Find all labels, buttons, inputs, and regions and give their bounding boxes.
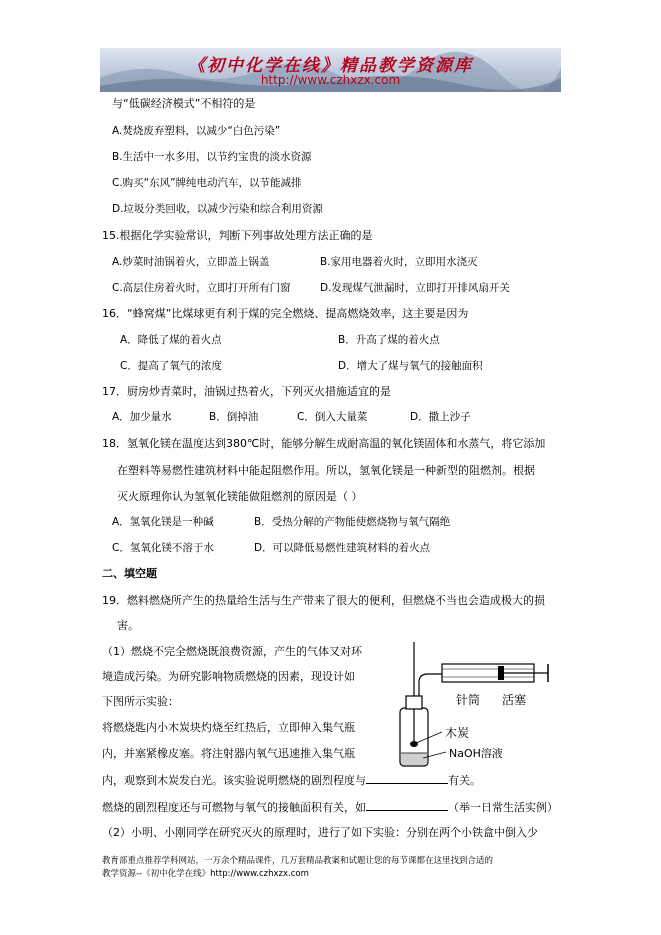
footer-line-2: 教学资源--《初中化学在线》http://www.czhxzx.com	[102, 869, 309, 879]
q19-part1-line-7-text: 燃烧的剧烈程度还与可燃物与氧气的接触面积有关，如	[102, 801, 366, 814]
q17-option-c: C．倒入大量菜	[297, 411, 368, 423]
q18-option-c: C．氢氧化镁不溶于水	[112, 542, 214, 554]
label-plunger: 活塞	[502, 693, 527, 707]
q16-option-c: C．提高了氧气的浓度	[120, 360, 222, 372]
answer-blank-2[interactable]	[366, 800, 448, 811]
footer-line-1: 教育部重点推荐学科网站，一万余个精品课件，几万套精品教案和试题让您的每节课都在这里找到合适的	[102, 856, 494, 866]
q19-line-1: 19．燃料燃烧所产生的热量给生活与生产带来了很大的便利，但燃烧不当也会造成极大的损	[102, 594, 545, 607]
q19-part1-line-6-text: 内，观察到木炭发白光。该实验说明燃烧的剧烈程度与	[102, 774, 366, 787]
q19-part1-line-7-tail: （举一日常生活实例）	[448, 801, 558, 814]
q19-part1-line-1: （1）燃烧不完全燃烧既浪费资源，产生的气体又对环	[102, 645, 362, 658]
q19-part1-line-4: 将燃烧匙内小木炭块灼烧至红热后，立即伸入集气瓶	[102, 721, 355, 734]
answer-blank-1[interactable]	[366, 773, 448, 784]
q14-option-d: D.垃圾分类回收，以减少污染和综合利用资源	[112, 203, 323, 215]
q18-option-b: B．受热分解的产物能使燃烧物与氧气隔绝	[254, 516, 451, 528]
section-heading-fill-in: 二、填空题	[102, 567, 157, 580]
q17-stem: 17．厨房炒青菜时，油锅过热着火，下列灭火措施适宜的是	[102, 385, 391, 398]
q19-line-2: 害。	[117, 619, 139, 632]
q15-option-c: C.高层住房着火时，立即打开所有门窗	[112, 282, 291, 294]
q16-option-d: D．增大了煤与氧气的接触面积	[338, 360, 483, 372]
q14-option-c: C.购买“东风”牌纯电动汽车，以节能减排	[112, 177, 302, 189]
q17-option-b: B．倒掉油	[209, 411, 259, 423]
q15-option-d: D.发现煤气泄漏时，立即打开排风扇开关	[320, 282, 510, 294]
label-syringe: 针筒	[456, 693, 481, 707]
q19-part1-line-6-tail: 有关。	[448, 774, 481, 787]
q19-part2-line-1: （2）小明、小刚同学在研究灭火的原理时，进行了如下实验：分别在两个小铁盒中倒入少	[102, 826, 538, 839]
banner-title: 《初中化学在线》精品教学资源库	[188, 56, 473, 76]
q17-option-d: D．撒上沙子	[410, 411, 471, 423]
q19-part1-line-3: 下图所示实验：	[102, 695, 179, 708]
q19-part1-line-2: 境造成污染。为研究影响物质燃烧的因素，现设计如	[102, 670, 355, 683]
header-banner	[100, 48, 561, 92]
q18-line-2: 在塑料等易燃性建筑材料中能起阻燃作用。所以，氢氧化镁是一种新型的阻燃剂。根据	[117, 464, 535, 477]
label-solution: NaOH溶液	[449, 747, 503, 760]
q17-option-a: A．加少量水	[112, 411, 172, 423]
q18-line-3: 灭火原理你认为氢氧化镁能做阻燃剂的原因是（ ）	[117, 490, 363, 503]
q16-option-a: A．降低了煤的着火点	[120, 334, 222, 346]
q15-option-a: A.炒菜时油锅着火，立即盖上锅盖	[112, 256, 270, 268]
q14-stem: 与“低碳经济模式”不相符的是	[112, 97, 256, 110]
experiment-figure	[398, 640, 563, 772]
q15-option-b: B.家用电器着火时，立即用水浇灭	[320, 256, 478, 268]
q18-option-a: A．氢氧化镁是一种碱	[112, 516, 214, 528]
q16-option-b: B．升高了煤的着火点	[338, 334, 440, 346]
label-charcoal: 木炭	[445, 726, 470, 740]
q19-part1-line-5: 内，并塞紧橡皮塞。将注射器内氧气迅速推入集气瓶	[102, 747, 355, 760]
q14-option-b: B.生活中一水多用，以节约宝贵的淡水资源	[112, 151, 312, 163]
banner-url[interactable]: http://www.czhxzx.com	[260, 73, 401, 87]
q18-line-1: 18．氢氧化镁在温度达到380℃时，能够分解生成耐高温的氧化镁固体和水蒸气，将它添加	[102, 437, 546, 450]
q14-option-a: A.焚烧废弃塑料，以减少“白色污染”	[112, 125, 281, 137]
q19-part1-line-7	[102, 800, 558, 815]
q16-stem: 16．“蜂窝煤”比煤球更有利于煤的完全燃烧、提高燃烧效率，这主要是因为	[102, 307, 469, 320]
q18-option-d: D．可以降低易燃性建筑材料的着火点	[254, 542, 431, 554]
q15-stem: 15.根据化学实验常识，判断下列事故处理方法正确的是	[102, 229, 373, 242]
q19-part1-line-6	[102, 773, 481, 788]
